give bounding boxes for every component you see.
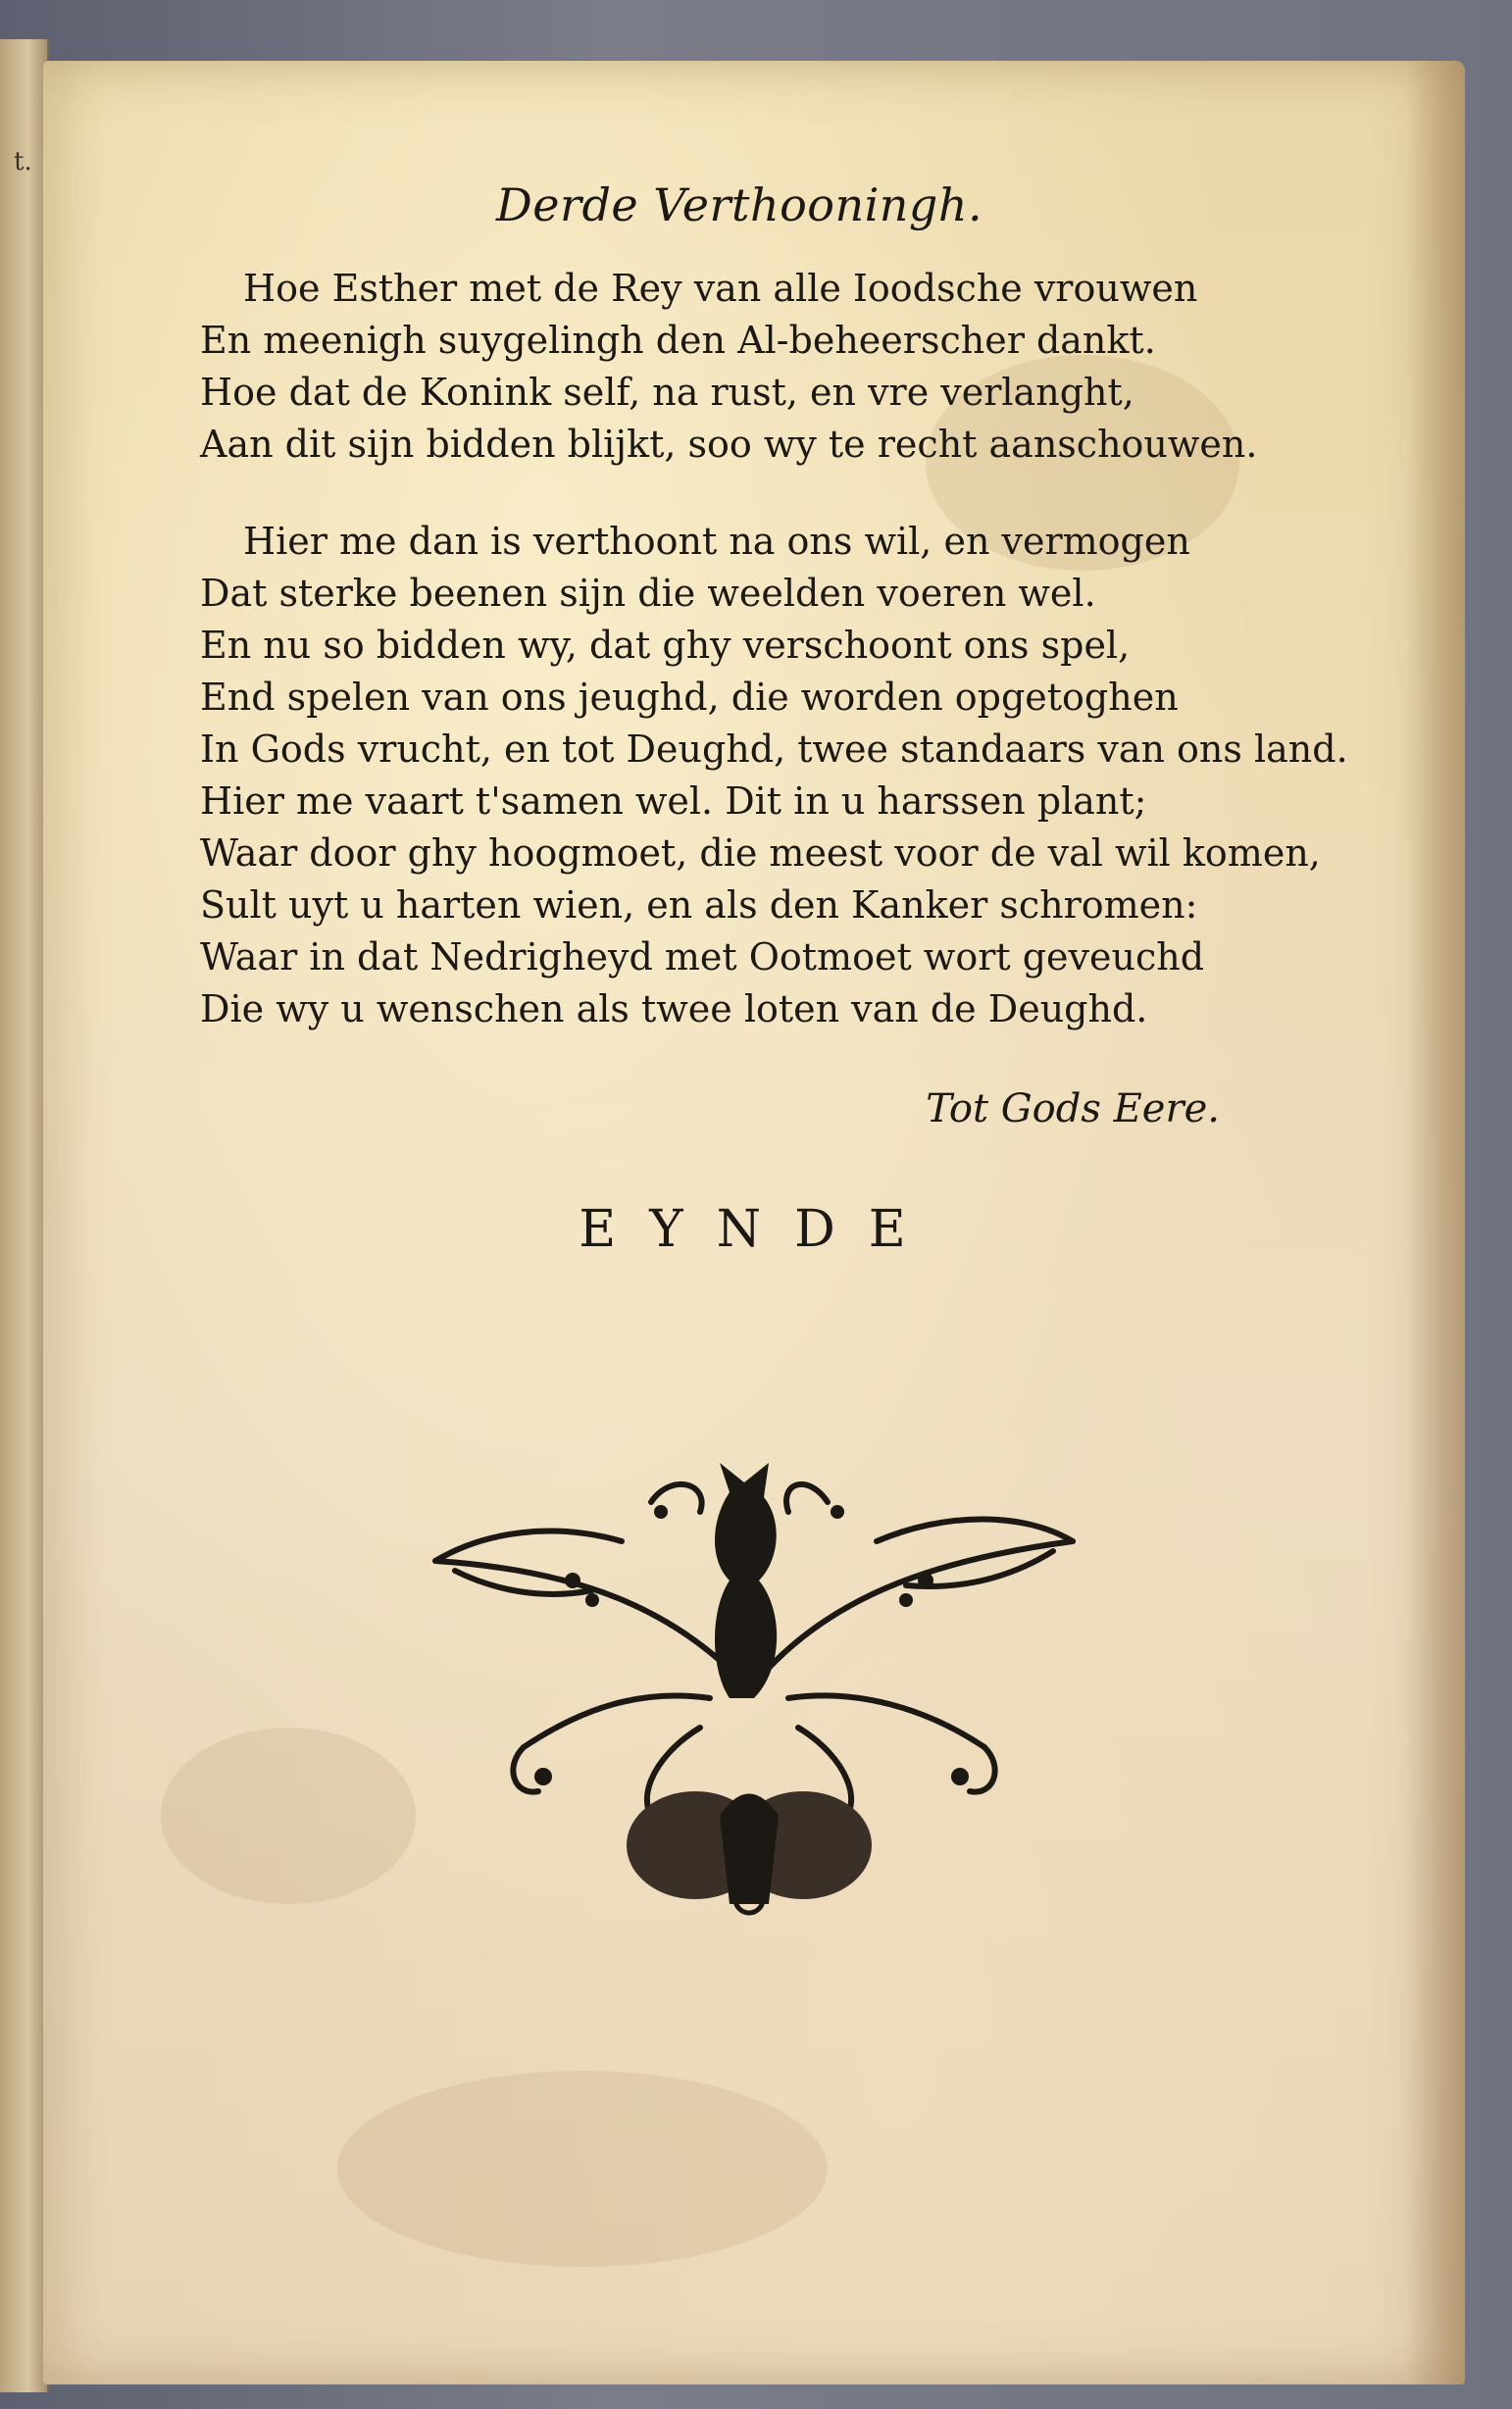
facing-page-edge bbox=[0, 39, 49, 2392]
verse-line: Sult uyt u harten wien, en als den Kanker schromen: bbox=[200, 883, 1198, 927]
printers-ornament-fox-foliage-icon bbox=[416, 1453, 1083, 1924]
verse-line: En nu so bidden wy, dat ghy verschoont ons spel, bbox=[200, 624, 1131, 667]
verse-line: Aan dit sijn bidden blijkt, soo wy te recht aanschouwen. bbox=[200, 423, 1258, 466]
stanza-two bbox=[200, 516, 1348, 1035]
page-heading: Derde Verthooningh. bbox=[495, 178, 983, 231]
page-text bbox=[200, 120, 1348, 1259]
book-page bbox=[43, 61, 1465, 2384]
closing-line: Tot Gods Eere. bbox=[926, 1086, 1220, 1131]
verse-line: Die wy u wenschen als twee loten van de Deughd. bbox=[200, 987, 1148, 1030]
verse-line: In Gods vrucht, en tot Deughd, twee standaars van ons land. bbox=[200, 728, 1348, 771]
verse-line: End spelen van ons jeughd, die worden opgetoghen bbox=[200, 676, 1179, 719]
verse-line: Waar in dat Nedrigheyd met Ootmoet wort geveuchd bbox=[200, 935, 1205, 979]
verse-line: Dat sterke beenen sijn die weelden voeren wel. bbox=[200, 572, 1096, 615]
verse-line: Hier me dan is verthoont na ons wil, en vermogen bbox=[243, 520, 1190, 563]
stanza-one bbox=[200, 263, 1279, 471]
paper-stain bbox=[161, 1728, 416, 1904]
verse-line: Hoe dat de Konink self, na rust, en vre verlanght, bbox=[200, 371, 1134, 414]
verse-line: En meenigh suygelingh den Al-beheerscher dankt. bbox=[200, 319, 1156, 362]
verse-line: Hier me vaart t'samen wel. Dit in u harssen plant; bbox=[200, 779, 1147, 823]
paper-stain bbox=[337, 2071, 828, 2267]
page-fore-edge-shadow bbox=[1406, 61, 1465, 2384]
facing-page-margin-mark: t. bbox=[14, 147, 32, 176]
finis-heading: EYNDE bbox=[579, 1200, 939, 1259]
verse-line: Hoe Esther met de Rey van alle Ioodsche vrouwen bbox=[243, 267, 1198, 310]
verse-line: Waar door ghy hoogmoet, die meest voor de val wil komen, bbox=[200, 831, 1321, 875]
